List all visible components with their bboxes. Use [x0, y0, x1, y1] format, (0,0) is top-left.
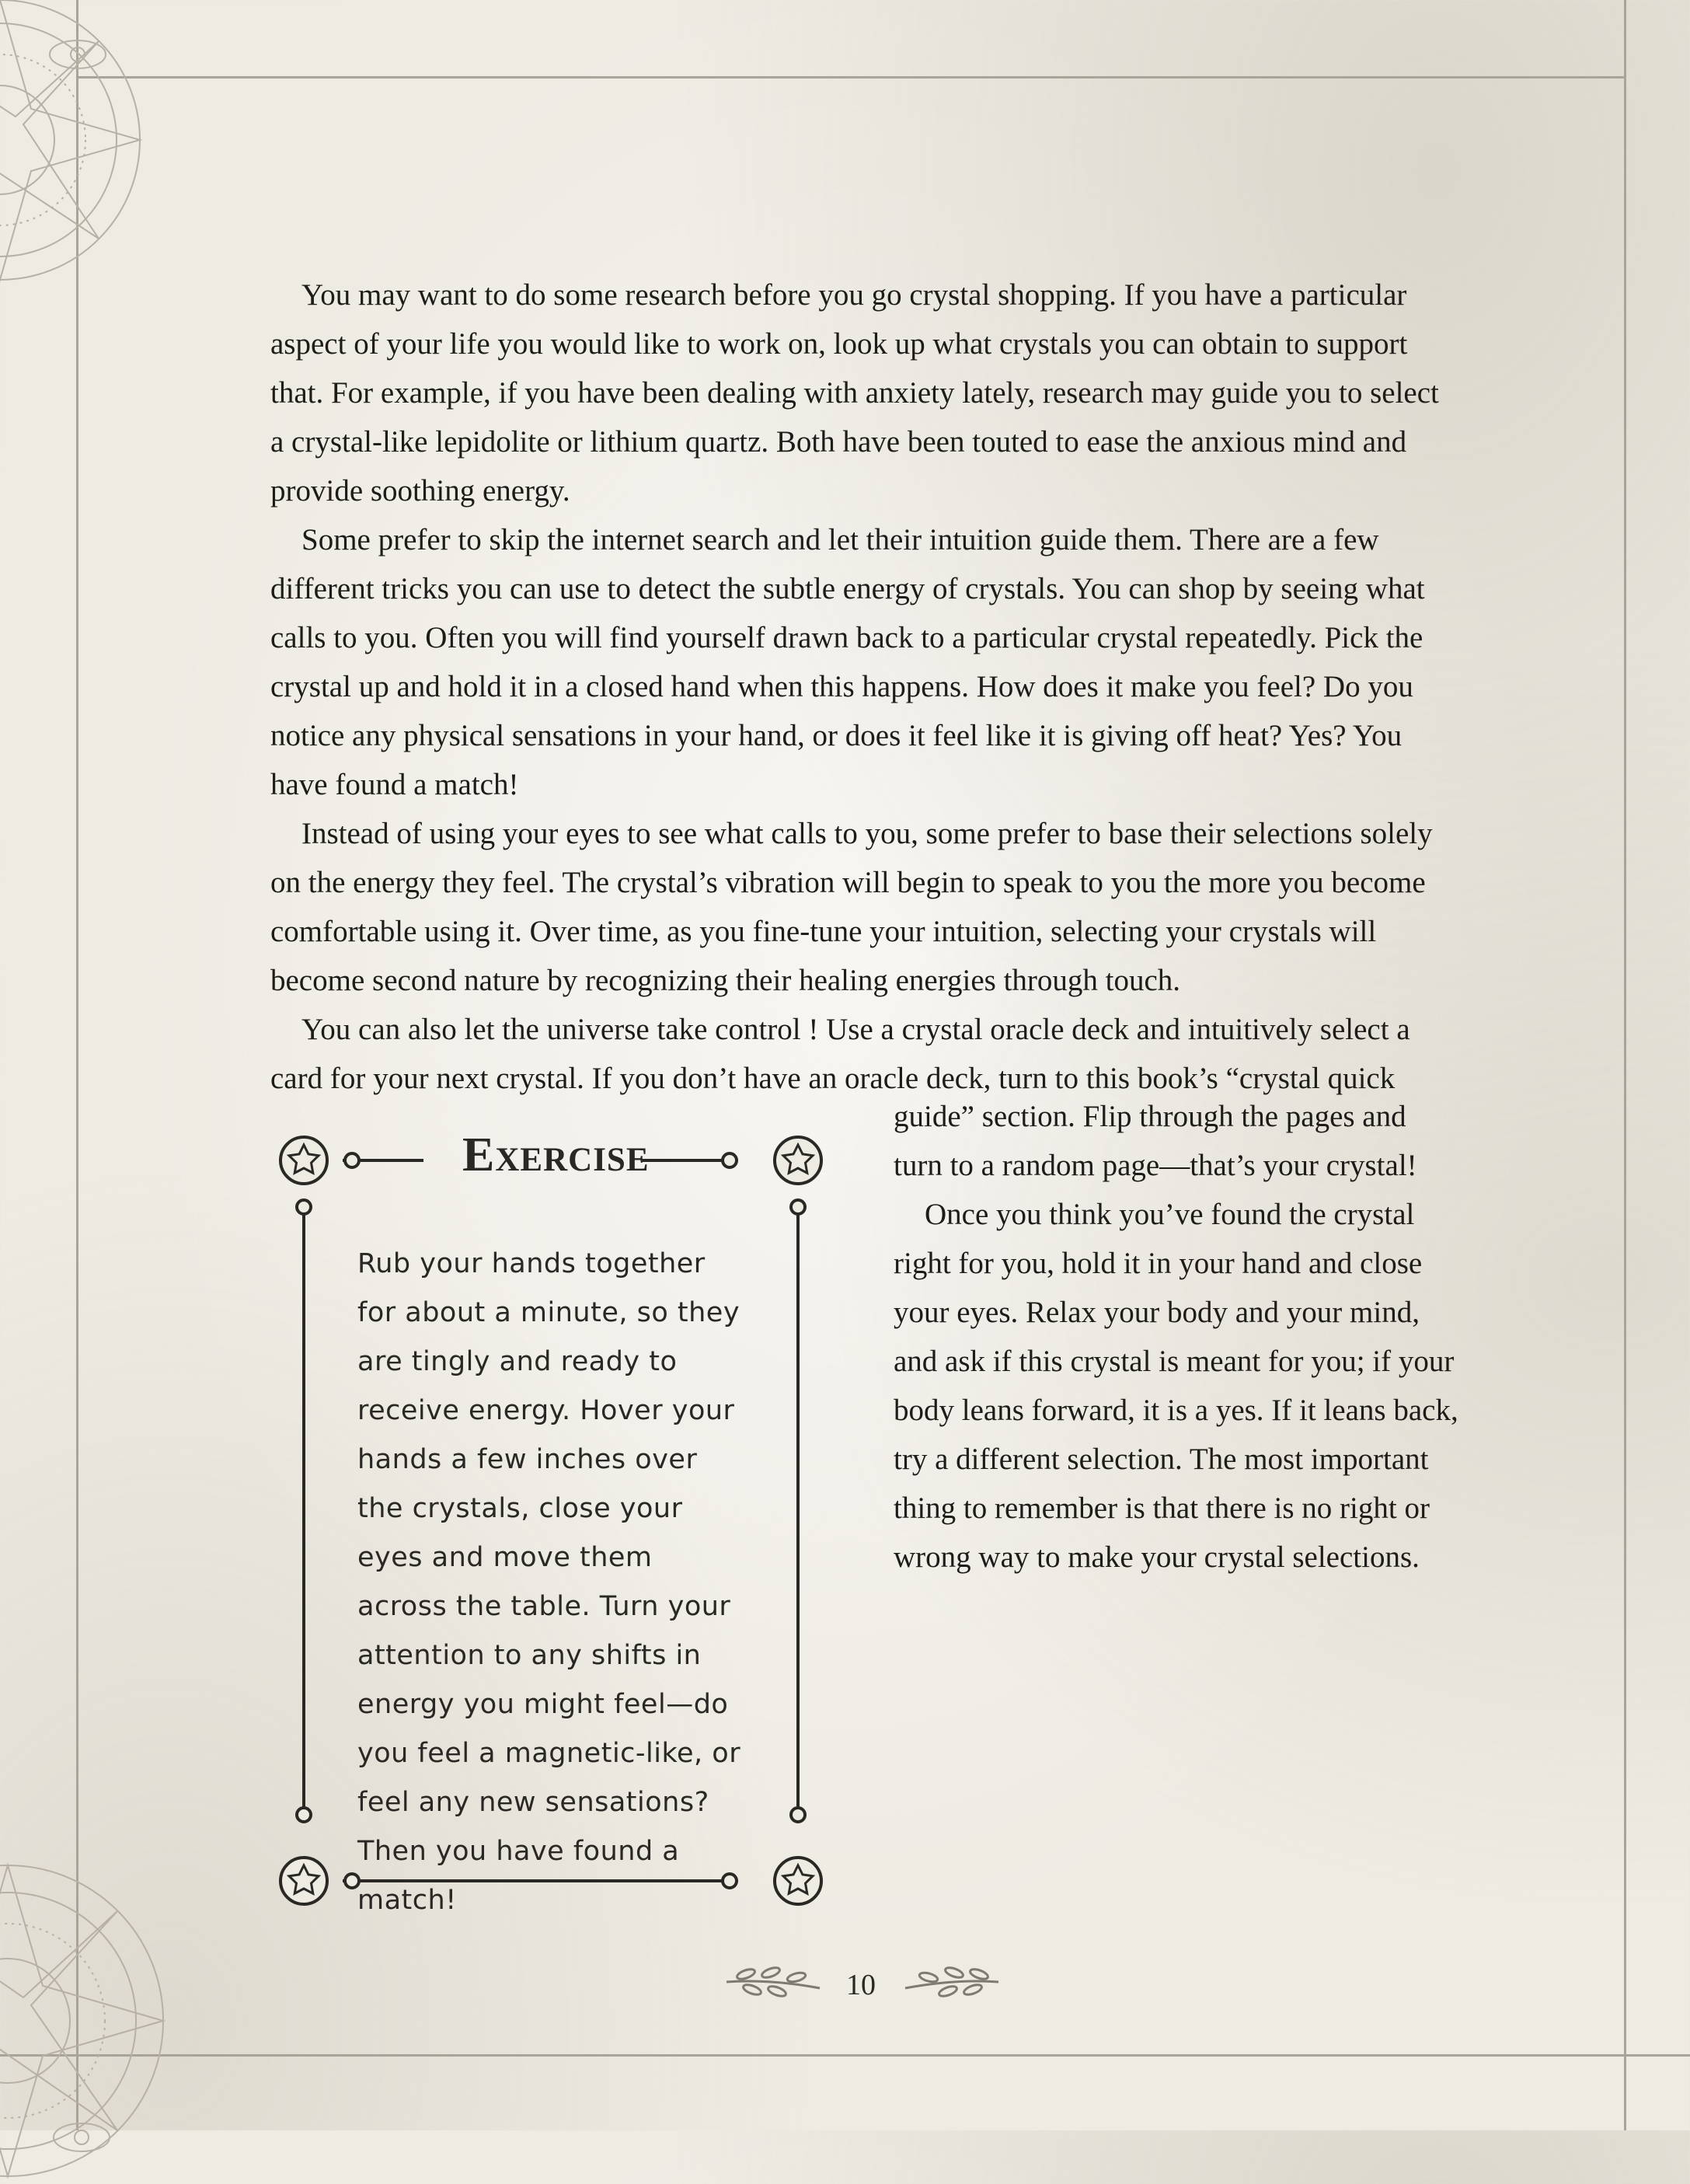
star-in-circle-icon: [276, 1853, 332, 1909]
exercise-box: [276, 1123, 835, 1916]
right-column: [894, 1092, 1461, 1582]
exercise-text: Rub your hands together for about a minute, so they are tingly and ready to receive energy. Hover your hands a few inches over the crystals, close your eyes and move them across the table. Turn your attention to any shifts in energy you might feel—do you feel a magnetic-like, or feel any new sensations? Then you have found a match!: [357, 1248, 741, 1916]
exercise-title: Exercise: [462, 1129, 650, 1181]
body-paragraph-1: You may want to do some research before you go crystal shopping. If you have a particular aspect of your life you would like to work on, look up what crystals you can obtain to support that. For example, if you have been dealing with anxiety lately, research may guide you to select a crystal-like lepidolite or lithium quartz. Both have been touted to ease the anxious mind and provide soothing energy.: [270, 278, 1439, 508]
body-paragraph-2: Some prefer to skip the internet search and let their intuition guide them. There are a few different tricks you can use to detect the subtle energy of crystals. You can shop by seeing what calls to you. Often you will find yourself drawn back to a particular crystal repeatedly. Pick the crystal up and hold it in a closed hand when this happens. How does it make you feel? Do you notice any physical sensations in your hand, or does it feel like it is giving off heat? Yes? You have found a match!: [270, 523, 1425, 801]
right-column-continuation: guide” section. Flip through the pages and turn to a random page—that’s your crystal!: [894, 1100, 1417, 1182]
right-column-paragraph: Once you think you’ve found the crystal right for you, hold it in your hand and close your eyes. Relax your body and your mind, and ask if this crystal is meant for you; if your body leans forward, it is a yes. If it leans back, try a different selection. The most important thing to remember is that there is no right or wrong way to make your crystal selections.: [894, 1198, 1458, 1574]
laurel-sprig-icon: [723, 1965, 824, 2004]
frame-line-left: [76, 0, 78, 2130]
page-number: 10: [846, 1969, 876, 2001]
mandala-eye-icon: [0, 0, 148, 295]
frame-line-top: [76, 76, 1626, 78]
frame-line-right: [1624, 0, 1626, 2130]
star-in-circle-icon: [276, 1132, 332, 1188]
body-paragraph-3: Instead of using your eyes to see what calls to you, some prefer to base their selections solely on the energy they feel. The crystal’s vibration will begin to speak to you the more you become comfortable using it. Over time, as you fine-tune your intuition, selecting your crystals will become second nature by recognizing their healing energies through touch.: [270, 817, 1433, 997]
star-in-circle-icon: [770, 1132, 826, 1188]
laurel-sprig-icon-right: [901, 1965, 1002, 2004]
mandala-eye-icon-bottom: [0, 1858, 171, 2184]
body-paragraph-4: You can also let the universe take control ! Use a crystal oracle deck and intuitively select a card for your next crystal. If you don’t have an oracle deck, turn to this book’s “crystal quick: [270, 1013, 1410, 1095]
body-text: [270, 270, 1444, 1103]
frame-line-bottom: [0, 2054, 1690, 2057]
star-in-circle-icon: [770, 1853, 826, 1909]
